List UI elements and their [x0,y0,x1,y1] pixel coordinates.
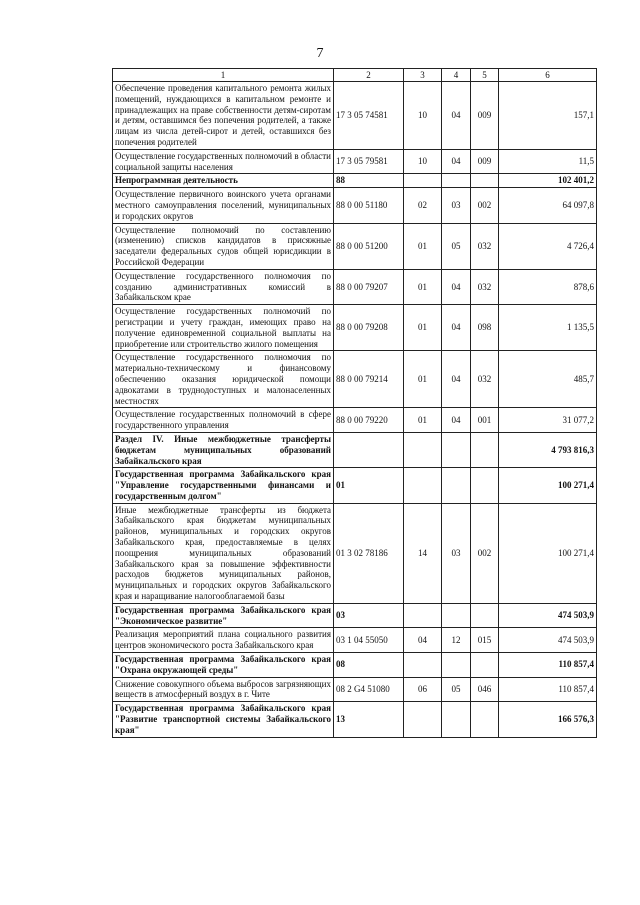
row-name-cell: Государственная программа Забайкальского края "Экономическое развитие" [113,603,334,628]
row-code-cell: 88 0 00 79214 [334,351,404,408]
budget-allocation-table [112,68,597,738]
row-code-cell: 01 3 02 78186 [334,503,404,603]
header-col-2: 2 [334,69,404,82]
row-code-cell: 88 0 00 79207 [334,269,404,304]
row-code-cell: 13 [334,702,404,737]
row-type-cell: 001 [471,408,499,433]
row-name-cell: Осуществление государственных полномочий в сфере государственного управления [113,408,334,433]
row-name-cell: Снижение совокупного объема выбросов загрязняющих веществ в атмосферный воздух в г. Чите [113,677,334,702]
row-section-cell [404,432,442,467]
row-section-cell: 04 [404,628,442,653]
table-row [113,628,597,653]
row-section-cell [404,174,442,188]
row-code-cell: 88 0 00 79208 [334,305,404,351]
table-row [113,223,597,269]
row-sum-cell: 100 271,4 [499,503,597,603]
row-section-cell: 01 [404,305,442,351]
table-header-row [113,69,597,82]
table-row [113,351,597,408]
table-row [113,603,597,628]
row-name-cell: Осуществление государственных полномочий в области социальной защиты населения [113,149,334,174]
row-sum-cell: 110 857,4 [499,677,597,702]
row-subsection-cell [442,702,471,737]
row-code-cell: 08 2 G4 51080 [334,677,404,702]
row-type-cell: 046 [471,677,499,702]
row-subsection-cell [442,653,471,678]
table-row [113,269,597,304]
page-number: 7 [316,46,324,61]
row-code-cell: 88 0 00 51200 [334,223,404,269]
row-type-cell: 009 [471,82,499,150]
row-section-cell [404,603,442,628]
row-type-cell: 032 [471,351,499,408]
row-type-cell: 015 [471,628,499,653]
row-subsection-cell: 04 [442,408,471,433]
row-type-cell [471,174,499,188]
row-type-cell [471,702,499,737]
row-subsection-cell: 04 [442,269,471,304]
row-sum-cell: 64 097,8 [499,188,597,223]
row-name-cell: Раздел IV. Иные межбюджетные трансферты бюджетам муниципальных образований Забайкальского края [113,432,334,467]
row-subsection-cell: 04 [442,82,471,150]
table-row [113,468,597,503]
row-section-cell: 01 [404,269,442,304]
row-name-cell: Осуществление государственного полномочия по материально-техническому и финансовому обеспечению оказания юридической помощи адвокатами в труднодоступных и малонаселенных местностях [113,351,334,408]
row-sum-cell: 474 503,9 [499,628,597,653]
table-row [113,432,597,467]
row-code-cell: 88 0 00 79220 [334,408,404,433]
table-row [113,408,597,433]
row-subsection-cell: 04 [442,305,471,351]
table-row [113,82,597,150]
row-section-cell: 14 [404,503,442,603]
row-type-cell: 098 [471,305,499,351]
row-code-cell: 03 [334,603,404,628]
table-row [113,503,597,603]
row-sum-cell: 166 576,3 [499,702,597,737]
row-section-cell: 10 [404,149,442,174]
row-name-cell: Обеспечение проведения капитального ремонта жилых помещений, нуждающихся в капитальном ремонте и принадлежащих на праве собственности детям-сиротам и детям, оставшимся без попечения родителей, а также лицам из числа детей-сирот и детей, оставшихся без попечения родителей [113,82,334,150]
row-type-cell: 009 [471,149,499,174]
row-name-cell: Осуществление первичного воинского учета органами местного самоуправления поселений, муниципальных и городских округов [113,188,334,223]
row-code-cell: 01 [334,468,404,503]
row-subsection-cell: 05 [442,223,471,269]
row-section-cell [404,468,442,503]
row-code-cell: 17 3 05 74581 [334,82,404,150]
row-sum-cell: 157,1 [499,82,597,150]
table-row [113,702,597,737]
row-section-cell: 01 [404,351,442,408]
row-type-cell [471,468,499,503]
row-name-cell: Осуществление государственных полномочий по регистрации и учету граждан, имеющих право на получение единовременной социальной выплаты на приобретение или строительство жилого помещения [113,305,334,351]
row-sum-cell: 110 857,4 [499,653,597,678]
row-subsection-cell: 03 [442,188,471,223]
row-type-cell [471,603,499,628]
row-code-cell: 88 0 00 51180 [334,188,404,223]
row-subsection-cell: 04 [442,149,471,174]
row-subsection-cell [442,603,471,628]
row-section-cell: 10 [404,82,442,150]
row-subsection-cell [442,432,471,467]
row-section-cell [404,653,442,678]
row-code-cell: 08 [334,653,404,678]
row-code-cell: 17 3 05 79581 [334,149,404,174]
row-type-cell: 002 [471,188,499,223]
table-row [113,305,597,351]
row-name-cell: Непрограммная деятельность [113,174,334,188]
row-code-cell: 88 [334,174,404,188]
row-type-cell [471,432,499,467]
row-code-cell [334,432,404,467]
row-sum-cell: 100 271,4 [499,468,597,503]
row-subsection-cell [442,468,471,503]
table-body [113,82,597,738]
row-code-cell: 03 1 04 55050 [334,628,404,653]
table-row [113,677,597,702]
header-col-6: 6 [499,69,597,82]
row-sum-cell: 4 726,4 [499,223,597,269]
row-section-cell: 01 [404,223,442,269]
row-subsection-cell: 03 [442,503,471,603]
row-name-cell: Иные межбюджетные трансферты из бюджета Забайкальского края бюджетам муниципальных районов, муниципальных и городских округов Забайкальского края, предоставляемые в целях поощрения муниципальных образований Забайкальского края за повышение эффективности расходов бюджетов муниципальных районов, муниципальных и городских округов Забайкальского края и наращивание налогооблагаемой базы [113,503,334,603]
row-subsection-cell [442,174,471,188]
row-sum-cell: 878,6 [499,269,597,304]
row-name-cell: Государственная программа Забайкальского края "Управление государственными финансами и государственным долгом" [113,468,334,503]
row-sum-cell: 31 077,2 [499,408,597,433]
row-subsection-cell: 12 [442,628,471,653]
table-row [113,149,597,174]
row-section-cell: 01 [404,408,442,433]
row-type-cell [471,653,499,678]
row-sum-cell: 11,5 [499,149,597,174]
row-name-cell: Государственная программа Забайкальского края "Охрана окружающей среды" [113,653,334,678]
row-type-cell: 032 [471,269,499,304]
row-name-cell: Реализация мероприятий плана социального развития центров экономического роста Забайкальского края [113,628,334,653]
row-type-cell: 032 [471,223,499,269]
row-section-cell: 02 [404,188,442,223]
row-subsection-cell: 05 [442,677,471,702]
row-sum-cell: 485,7 [499,351,597,408]
table-row [113,188,597,223]
row-section-cell [404,702,442,737]
row-sum-cell: 4 793 816,3 [499,432,597,467]
row-sum-cell: 474 503,9 [499,603,597,628]
row-sum-cell: 102 401,2 [499,174,597,188]
header-col-1: 1 [113,69,334,82]
row-name-cell: Государственная программа Забайкальского края "Развитие транспортной системы Забайкальского края" [113,702,334,737]
header-col-5: 5 [471,69,499,82]
row-section-cell: 06 [404,677,442,702]
row-name-cell: Осуществление государственного полномочия по созданию административных комиссий в Забайкальском крае [113,269,334,304]
row-name-cell: Осуществление полномочий по составлению (изменению) списков кандидатов в присяжные заседатели федеральных судов общей юрисдикции в Российской Федерации [113,223,334,269]
row-subsection-cell: 04 [442,351,471,408]
header-col-3: 3 [404,69,442,82]
table-row [113,653,597,678]
row-type-cell: 002 [471,503,499,603]
header-col-4: 4 [442,69,471,82]
row-sum-cell: 1 135,5 [499,305,597,351]
table-row [113,174,597,188]
